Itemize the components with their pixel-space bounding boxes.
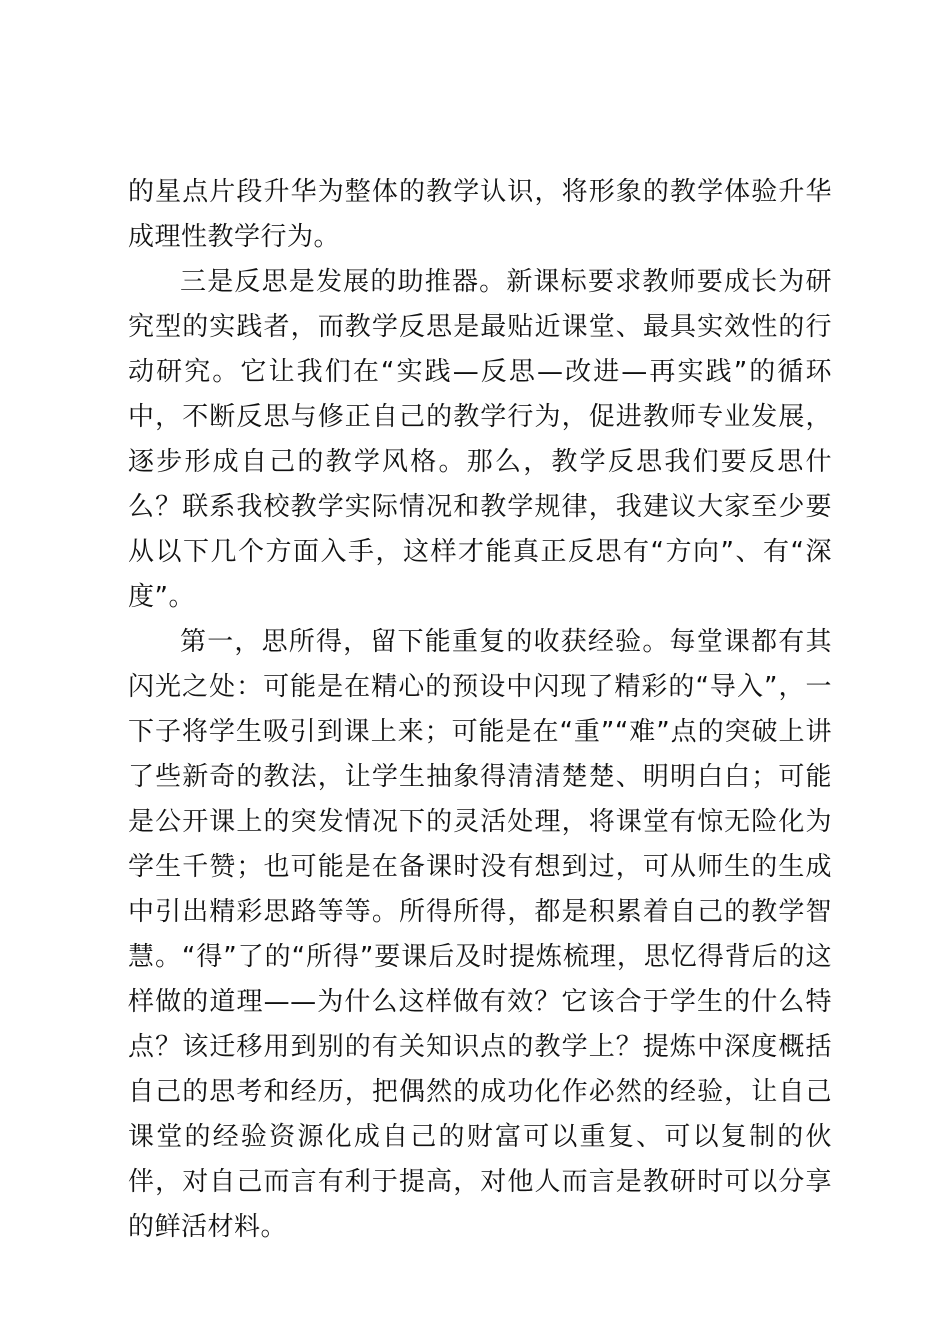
document-body (128, 170, 832, 1250)
paragraph-first-gains: 第一，思所得，留下能重复的收获经验。每堂课都有其闪光之处：可能是在精心的预设中闪现了精彩的“导入”，一下子将学生吸引到课上来；可能是在“重”“难”点的突破上讲了些新奇的教法，让学生抽象得清清楚楚、明明白白；可能是公开课上的突发情况下的灵活处理，将课堂有惊无险化为学生千赞；也可能是在备课时没有想到过，可从师生的生成中引出精彩思路等等。所得所得，都是积累着自己的教学智慧。“得”了的“所得”要课后及时提炼梳理，思忆得背后的这样做的道理——为什么这样做有效？它该合于学生的什么特点？该迁移用到别的有关知识点的教学上？提炼中深度概括自己的思考和经历，把偶然的成功化作必然的经验，让自己课堂的经验资源化成自己的财富可以重复、可以复制的伙伴，对自己而言有利于提高，对他人而言是教研时可以分享的鲜活材料。 (128, 627, 832, 1242)
paragraph-reflection-promoter: 三是反思是发展的助推器。新课标要求教师要成长为研究型的实践者，而教学反思是最贴近课堂、最具实效性的行动研究。它让我们在“实践—反思—改进—再实践”的循环中，不断反思与修正自己的教学行为，促进教师专业发展，逐步形成自己的教学风格。那么，教学反思我们要反思什么？联系我校教学实际情况和教学规律，我建议大家至少要从以下几个方面入手，这样才能真正反思有“方向”、有“深度”。 (128, 267, 832, 612)
paragraph-continuation: 的星点片段升华为整体的教学认识，将形象的教学体验升华成理性教学行为。 (128, 177, 832, 252)
